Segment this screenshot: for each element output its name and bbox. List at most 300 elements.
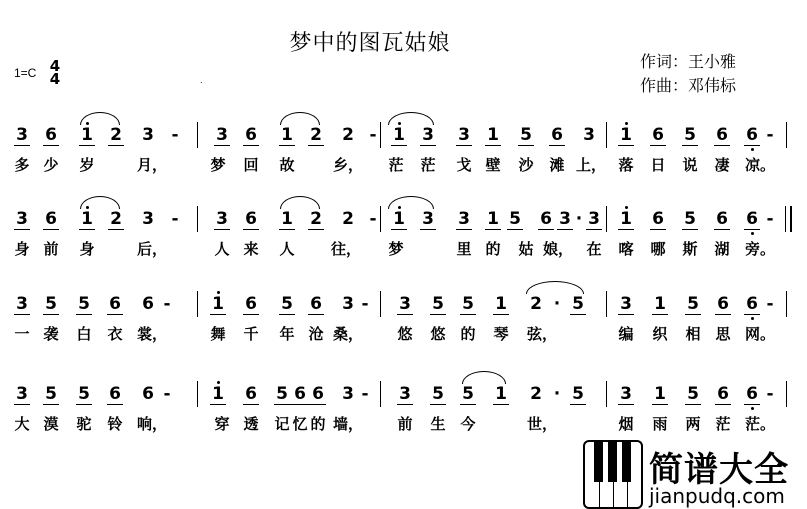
lyric-syllable: 一 [14,325,30,343]
beam-line [79,145,95,146]
note: 1 [81,209,93,229]
beam-line [214,145,230,146]
note: 5 [432,294,444,314]
note: 3 [342,384,354,404]
note: 3 [458,209,470,229]
note: 5 [687,384,699,404]
lyric-syllable: 墙， [332,415,364,433]
beam-line [570,404,586,405]
dot-note: · [575,209,583,229]
note: 5 [78,294,90,314]
lyric-syllable: 姑 [518,240,534,258]
lyric-syllable: 滩 [549,156,565,174]
note: 1 [495,294,507,314]
beam-line [744,314,760,315]
lyric-syllable: 千 [243,325,259,343]
lyric-syllable: 编 [618,325,634,343]
dash-note: - [361,294,369,314]
note: 3 [620,384,632,404]
dash-note: - [171,209,179,229]
beam-line [682,145,698,146]
beam-line [460,314,476,315]
note: 3 [142,209,154,229]
dot-note: · [553,294,561,314]
lyric-syllable: 日 [650,156,666,174]
beam-line [391,145,407,146]
lyric-syllable: 思 [715,325,731,343]
note: 3 [422,209,434,229]
bar-line [606,291,607,317]
beam-line [507,229,523,230]
bar-line [380,206,381,232]
note: 3 [216,125,228,145]
lyrics-row [0,414,807,434]
note: 5 [684,209,696,229]
lyric-syllable: 回 [243,156,259,174]
beam-line [682,229,698,230]
lyric-syllable: 故 [279,156,295,174]
lyric-syllable: 悠 [397,325,413,343]
lyric-syllable: 里 [456,240,472,258]
lyric-syllable: 琴 [493,325,509,343]
lyric-syllable: 的 [485,240,501,258]
lyric-syllable: 身 [14,240,30,258]
beam-line [243,314,259,315]
beam-line [397,404,413,405]
octave-dot [625,122,628,125]
beam-line [652,314,668,315]
lyricist-credit: 作词：王小雅 [640,52,737,71]
lyric-syllable: 透 [243,415,259,433]
note: 3 [16,384,28,404]
slur [280,196,320,209]
note: 6 [310,294,322,314]
octave-dot [625,206,628,209]
beam-line [460,404,476,405]
lyric-syllable: 身 [79,240,95,258]
beam-line [308,314,324,315]
note: 5 [45,384,57,404]
beam-line [274,404,326,405]
beam-line [493,404,509,405]
note: 3 [422,125,434,145]
lyric-syllable: 弦， [526,325,558,343]
beam-line [685,314,701,315]
beam-line [744,229,760,230]
site-logo [583,440,807,509]
note: 5 [687,294,699,314]
lyric-syllable: 人 [279,240,295,258]
beam-line [43,314,59,315]
beam-line [650,229,666,230]
beam-line [485,145,501,146]
beam-line [43,404,59,405]
lyric-syllable: 铃 [107,415,123,433]
notation-row [0,208,807,230]
beam-line [210,404,226,405]
song-title: 梦中的图瓦姑娘 [289,31,451,56]
note: 6 [652,125,664,145]
dash-note: - [361,384,369,404]
note: 6 [717,294,729,314]
lyric-syllable: 穿 [214,415,230,433]
stray-dot: . [200,76,203,85]
bar-line [380,122,381,148]
lyric-syllable: 乡， [332,156,364,174]
beam-line [43,229,59,230]
lyric-syllable: 凉。 [744,156,776,174]
note: 6 [551,125,563,145]
beam-line [744,145,760,146]
lyric-syllable: 壁 [485,156,501,174]
note: 5 [572,294,584,314]
note: 6 [109,384,121,404]
lyric-syllable: 的 [460,325,476,343]
dash-note: - [163,384,171,404]
lyric-syllable: 多 [14,156,30,174]
note: 2 [530,384,542,404]
dash-note: - [171,125,179,145]
slur [388,112,434,125]
dash-note: - [766,209,774,229]
beam-line [108,229,124,230]
lyric-syllable: 旁。 [744,240,776,258]
note: 1 [81,125,93,145]
note: 6 [717,384,729,404]
lyric-syllable: 茫 [420,156,436,174]
lyrics-row [0,239,807,259]
lyric-syllable: 驼 [76,415,92,433]
note: 6 [245,384,257,404]
lyric-syllable: 人 [214,240,230,258]
bar-line [197,381,198,407]
note: 1 [495,384,507,404]
note: 5 [462,384,474,404]
lyric-syllable: 湖 [714,240,730,258]
note: 5 [684,125,696,145]
octave-dot [217,291,220,294]
note: 5 [520,125,532,145]
lyric-syllable: 雨 [652,415,668,433]
lyric-syllable: 来 [243,240,259,258]
beam-line [107,314,123,315]
lyric-syllable: 悠 [430,325,446,343]
beam-line [430,314,446,315]
bar-line [785,206,786,232]
beam-line [43,145,59,146]
note: 2 [342,125,354,145]
lyric-syllable: 桑， [332,325,364,343]
lyric-syllable: 生 [430,415,446,433]
notation-row [0,293,807,315]
notation-row [0,383,807,405]
beam-line [618,145,634,146]
note: 2 [310,209,322,229]
beam-line [14,404,30,405]
beam-line [214,229,230,230]
beam-line [493,314,509,315]
note: 6 [142,294,154,314]
note: 6 [746,209,758,229]
note: 5 [462,294,474,314]
note: 1 [281,209,293,229]
note: 1 [212,294,224,314]
beam-line [108,145,124,146]
note: 1 [393,125,405,145]
lyric-syllable: 落 [618,156,634,174]
notation-row [0,124,807,146]
lyric-syllable: 茫 [715,415,731,433]
note: 1 [212,384,224,404]
note: 1 [620,125,632,145]
bar-line [197,206,198,232]
note: 6 [45,209,57,229]
beam-line [485,229,501,230]
beam-line [243,145,259,146]
lyric-syllable: 衣 [107,325,123,343]
beam-line [570,314,586,315]
lyric-syllable: 少 [43,156,59,174]
note: 1 [487,209,499,229]
note: 5 [45,294,57,314]
beam-line [14,229,30,230]
lyric-syllable: 后， [136,240,168,258]
lyric-syllable: 记 [274,415,290,433]
beam-line [420,229,436,230]
bar-line [197,122,198,148]
slur [80,196,120,209]
bar-line [786,291,787,317]
bar-line [606,206,607,232]
note: 6 [746,384,758,404]
beam-line [430,404,446,405]
bar-line [606,381,607,407]
lyric-syllable: 戈 [456,156,472,174]
lyric-syllable: 两 [685,415,701,433]
note: 6 [716,209,728,229]
lyric-syllable: 上， [575,156,607,174]
dash-note: - [369,125,377,145]
lyric-syllable: 忆 [292,415,308,433]
lyric-syllable: 世， [526,415,558,433]
beam-line [79,229,95,230]
lyric-syllable: 说 [682,156,698,174]
note: 3 [342,294,354,314]
note: 5 [572,384,584,404]
beam-line [308,229,324,230]
beam-line [714,145,730,146]
beam-line [456,229,472,230]
note: 1 [487,125,499,145]
time-signature [48,57,62,88]
note: 3 [399,384,411,404]
beam-line [107,404,123,405]
note: 1 [281,125,293,145]
note: 3 [216,209,228,229]
lyric-syllable: 梦 [388,240,404,258]
logo-url: jianpudq.com [649,484,785,508]
lyric-syllable: 今 [460,415,476,433]
lyric-syllable: 前 [397,415,413,433]
note: 5 [78,384,90,404]
note: 2 [530,294,542,314]
note: 6 [245,209,257,229]
lyric-syllable: 沧 [308,325,324,343]
lyric-syllable: 喀 [618,240,634,258]
lyric-syllable: 月， [136,156,168,174]
note: 6 [109,294,121,314]
beam-line [456,145,472,146]
beam-line [14,145,30,146]
octave-dot [751,148,754,151]
lyric-syllable: 在 [586,240,602,258]
note: 6 [716,125,728,145]
bar-line [380,291,381,317]
beam-line [518,145,534,146]
lyric-syllable: 相 [685,325,701,343]
beam-line [715,404,731,405]
dash-note: - [369,209,377,229]
note: 6 [652,209,664,229]
lyric-syllable: 茫。 [744,415,776,433]
beam-line [586,229,602,230]
lyric-syllable: 漠 [43,415,59,433]
note: 6 [312,384,324,404]
lyric-syllable: 往， [330,240,362,258]
key-signature: 1=C [14,66,37,80]
note: 1 [654,384,666,404]
note: 5 [432,384,444,404]
beam-line [618,404,634,405]
beam-line [538,229,554,230]
beam-line [557,229,573,230]
note: 5 [276,384,288,404]
lyric-syllable: 茫 [388,156,404,174]
beam-line [715,314,731,315]
note: 3 [620,294,632,314]
note: 3 [399,294,411,314]
lyric-syllable: 白 [76,325,92,343]
lyric-syllable: 岁 [79,156,95,174]
note: 3 [559,209,571,229]
beam-line [714,229,730,230]
note: 6 [142,384,154,404]
note: 3 [16,294,28,314]
lyric-syllable: 大 [14,415,30,433]
lyric-syllable: 的 [310,415,326,433]
lyrics-row [0,155,807,175]
note: 3 [16,209,28,229]
slur [80,112,120,125]
note: 2 [110,125,122,145]
beam-line [243,404,259,405]
beam-line [279,145,295,146]
time-signature-top: 4 [49,57,61,75]
dash-note: - [163,294,171,314]
slur [388,196,434,209]
lyric-syllable: 裳， [136,325,168,343]
note: 3 [458,125,470,145]
beam-line [652,404,668,405]
slur [280,112,320,125]
time-signature-bottom: 4 [49,70,61,88]
lyric-syllable: 沙 [518,156,534,174]
note: 6 [746,294,758,314]
note: 6 [294,384,306,404]
bar-line [197,291,198,317]
beam-line [618,229,634,230]
beam-line [14,314,30,315]
beam-line [76,314,92,315]
lyric-syllable: 网。 [744,325,776,343]
note: 6 [746,125,758,145]
note: 6 [245,294,257,314]
lyric-syllable: 娘， [542,240,574,258]
note: 1 [620,209,632,229]
beam-line [549,145,565,146]
slur [526,281,584,294]
lyric-syllable: 斯 [682,240,698,258]
note: 3 [16,125,28,145]
lyric-syllable: 前 [43,240,59,258]
note: 6 [245,125,257,145]
bar-line [606,122,607,148]
octave-dot [217,381,220,384]
note: 3 [588,209,600,229]
lyric-syllable: 梦 [210,156,226,174]
lyric-syllable: 舞 [210,325,226,343]
lyric-syllable: 袭 [43,325,59,343]
beam-line [650,145,666,146]
note: 5 [281,294,293,314]
beam-line [279,314,295,315]
composer-credit: 作曲：邓伟标 [640,76,737,95]
lyrics-row [0,324,807,344]
note: 2 [310,125,322,145]
piano-icon [583,440,643,509]
note: 5 [509,209,521,229]
dot-note: · [553,384,561,404]
lyric-syllable: 响， [136,415,168,433]
beam-line [618,314,634,315]
beam-line [76,404,92,405]
lyric-syllable: 织 [652,325,668,343]
note: 1 [393,209,405,229]
bar-line [786,381,787,407]
bar-line [380,381,381,407]
lyric-syllable: 年 [279,325,295,343]
beam-line [243,229,259,230]
note: 2 [110,209,122,229]
beam-line [685,404,701,405]
lyric-syllable: 哪 [650,240,666,258]
slur [462,371,506,384]
bar-line [786,122,787,148]
dash-note: - [766,125,774,145]
note: 3 [142,125,154,145]
beam-line [744,404,760,405]
beam-line [397,314,413,315]
note: 6 [45,125,57,145]
beam-line [279,229,295,230]
octave-dot [751,232,754,235]
final-bar-line [790,206,792,232]
logo-name: 简谱大全 [649,450,789,490]
octave-dot [751,407,754,410]
beam-line [210,314,226,315]
beam-line [391,229,407,230]
lyric-syllable: 凄 [714,156,730,174]
